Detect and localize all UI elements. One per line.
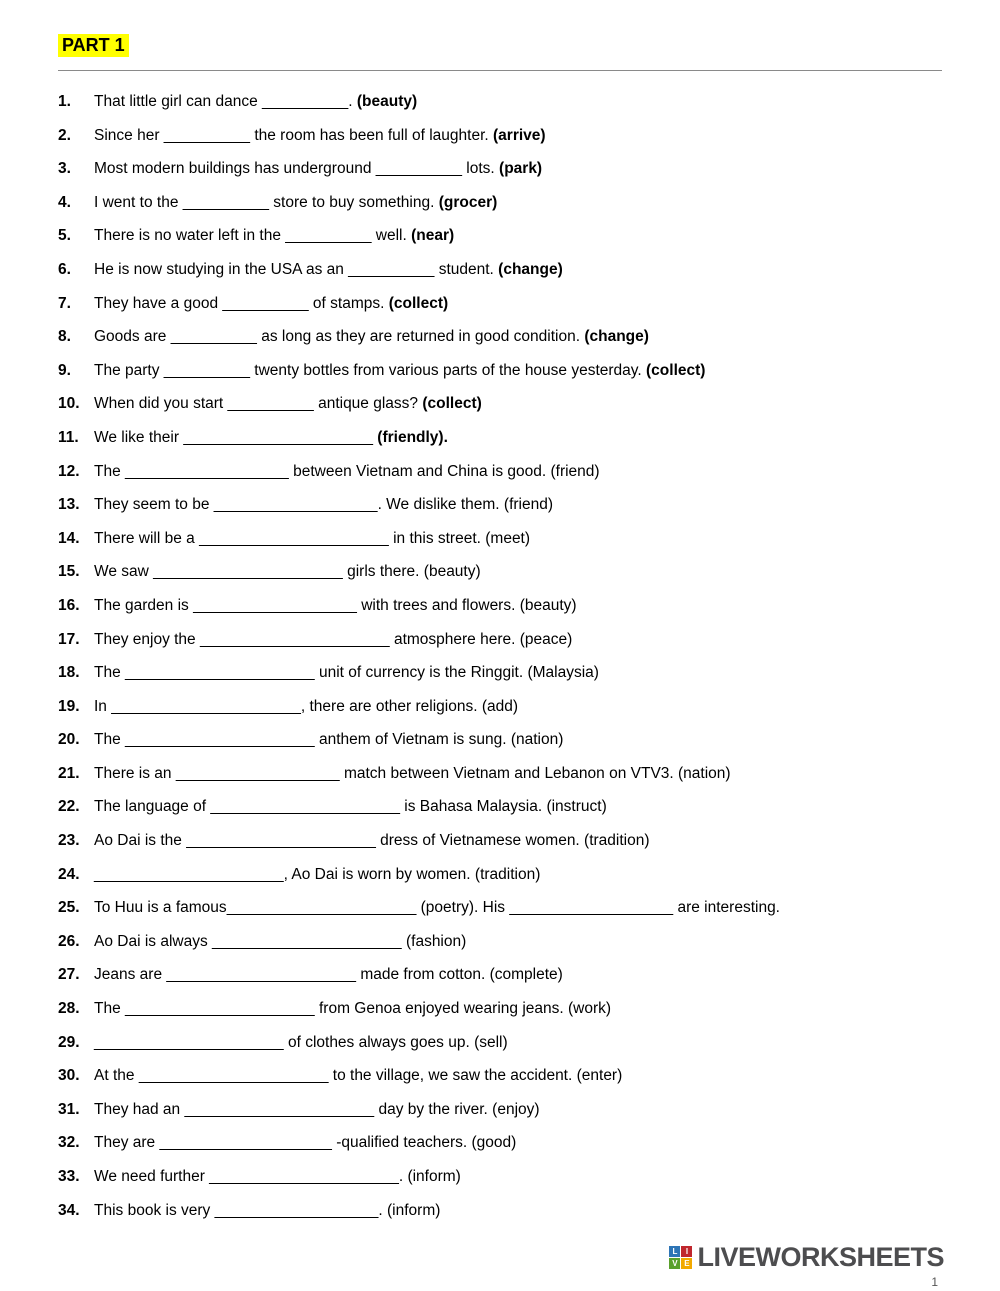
hint-text: (change) [584, 328, 649, 346]
answer-blank[interactable]: __________ [348, 260, 435, 278]
question-sentence [94, 630, 942, 649]
question-number: 15. [58, 563, 80, 581]
question-sentence [94, 999, 942, 1018]
sentence-text: girls there. (beauty) [342, 563, 481, 581]
sentence-text: Most modern buildings has underground [94, 160, 376, 178]
sentence-text: Ao Dai is always [94, 932, 213, 950]
hint-text: (change) [498, 260, 563, 278]
question-number: 13. [58, 496, 80, 514]
answer-blank[interactable]: __________ [227, 395, 314, 413]
question-number: 16. [58, 596, 80, 614]
question-row [58, 999, 942, 1018]
sentence-text: The language of [94, 798, 211, 816]
question-number: 29. [58, 1033, 80, 1051]
sentence-text: They enjoy the [94, 630, 200, 648]
question-row [58, 1100, 942, 1119]
answer-blank[interactable]: ______________________ [183, 428, 373, 446]
question-number: 18. [58, 664, 80, 682]
question-sentence [94, 898, 942, 917]
question-sentence [94, 1033, 942, 1052]
question-row [58, 126, 942, 145]
question-number: 11. [58, 428, 79, 446]
question-sentence [94, 394, 942, 413]
question-number: 26. [58, 932, 80, 950]
page-number: 1 [931, 1275, 938, 1289]
question-row [58, 797, 942, 816]
question-sentence [94, 764, 942, 783]
question-sentence [94, 1066, 942, 1085]
question-sentence [94, 562, 942, 581]
sentence-text: We like their [94, 428, 184, 446]
question-number: 12. [58, 462, 80, 480]
sentence-text: . [348, 93, 357, 110]
sentence-text: This book is very [94, 1201, 215, 1219]
sentence-text: to the village, we saw the accident. (enter) [328, 1067, 623, 1085]
sentence-text: is Bahasa Malaysia. (instruct) [400, 798, 607, 816]
answer-blank[interactable]: ____________________ [159, 1134, 332, 1152]
answer-blank[interactable]: ___________________ [193, 596, 357, 614]
question-row [58, 394, 942, 413]
question-number: 25. [58, 899, 80, 917]
sentence-text: -qualified teachers. (good) [331, 1134, 517, 1152]
sentence-text: They are [94, 1134, 160, 1152]
worksheet-header [58, 34, 942, 57]
logo-square-i: I [681, 1246, 692, 1257]
answer-blank[interactable]: ______________________ [153, 563, 343, 581]
answer-blank[interactable]: ______________________ [226, 899, 417, 917]
answer-blank[interactable]: ______________________ [125, 664, 315, 682]
question-number: 31. [58, 1100, 80, 1118]
sentence-text: The [94, 462, 126, 480]
sentence-text: from Genoa enjoyed wearing jeans. (work) [314, 1000, 612, 1018]
sentence-text: antique glass? [313, 395, 423, 413]
question-number: 14. [58, 529, 80, 547]
question-sentence [94, 797, 942, 816]
question-sentence [94, 1167, 942, 1186]
question-number: 6. [58, 260, 71, 278]
answer-blank[interactable]: ______________________ [210, 798, 400, 816]
sentence-text: (poetry). His [416, 899, 510, 917]
question-row [58, 730, 942, 749]
sentence-text: . (inform) [398, 1168, 461, 1185]
sentence-text: in this street. (meet) [388, 529, 531, 547]
answer-blank[interactable]: ______________________ [94, 865, 284, 883]
sentence-text: lots. [461, 160, 500, 178]
question-sentence [94, 697, 942, 716]
question-number: 4. [58, 193, 71, 211]
sentence-text: store to buy something. [268, 193, 439, 211]
question-sentence [94, 361, 942, 380]
sentence-text: At the [94, 1067, 139, 1085]
sentence-text: There will be a [94, 529, 200, 547]
sentence-text: the room has been full of laughter. [250, 126, 494, 144]
answer-blank[interactable]: __________ [222, 294, 309, 312]
sentence-text: anthem of Vietnam is sung. (nation) [314, 731, 564, 749]
question-sentence [94, 327, 942, 346]
sentence-text: They had an [94, 1100, 185, 1118]
answer-blank[interactable]: ______________________ [199, 529, 389, 547]
question-sentence [94, 126, 942, 145]
answer-blank[interactable]: __________ [375, 160, 462, 178]
answer-blank[interactable]: ___________________ [213, 496, 378, 514]
question-row [58, 596, 942, 615]
answer-blank[interactable]: __________ [170, 328, 257, 346]
hint-text: (collect) [646, 361, 706, 379]
sentence-text: The [94, 664, 126, 682]
question-sentence [94, 159, 942, 178]
question-number: 2. [58, 126, 71, 144]
answer-blank[interactable]: ______________________ [212, 932, 402, 950]
answer-blank[interactable]: ______________________ [166, 966, 357, 984]
question-row [58, 294, 942, 313]
question-sentence [94, 462, 942, 481]
question-sentence [94, 294, 942, 313]
logo-square-l: L [669, 1246, 680, 1257]
sentence-text: They have a good [94, 294, 223, 312]
answer-blank[interactable]: ___________________ [125, 462, 289, 480]
sentence-text: Goods are [94, 328, 171, 346]
sentence-text: twenty bottles from various parts of the house yesterday. [250, 361, 647, 379]
hint-text: (park) [499, 160, 543, 178]
question-row [58, 865, 942, 884]
answer-blank[interactable]: ______________________ [199, 630, 390, 648]
question-row [58, 361, 942, 380]
question-list [58, 92, 942, 1220]
question-number: 23. [58, 832, 80, 850]
sentence-text: dress of Vietnamese women. (tradition) [375, 832, 650, 850]
question-row [58, 630, 942, 649]
question-row [58, 226, 942, 245]
question-sentence [94, 663, 942, 682]
sentence-text: of stamps. [308, 294, 389, 312]
question-number: 20. [58, 731, 80, 749]
question-sentence [94, 1100, 942, 1119]
hint-text: (grocer) [438, 193, 498, 211]
question-number: 5. [58, 227, 71, 245]
question-row [58, 529, 942, 548]
sentence-text: He is now studying in the USA as an [94, 260, 349, 278]
part-title: PART 1 [58, 34, 129, 57]
hint-text: (collect) [388, 294, 449, 312]
answer-blank[interactable]: ______________________ [125, 1000, 315, 1018]
sentence-text: There is an [94, 764, 176, 782]
question-row [58, 831, 942, 850]
answer-blank[interactable]: ______________________ [125, 731, 315, 749]
question-sentence [94, 529, 942, 548]
sentence-text: To Huu is a famous [94, 899, 227, 917]
sentence-text: unit of currency is the Ringgit. (Malaysia) [314, 664, 599, 682]
sentence-text: There is no water left in the [94, 227, 286, 245]
brand-name: LIVEWORKSHEETS [697, 1242, 944, 1272]
question-row [58, 1201, 942, 1220]
sentence-text: The [94, 1000, 126, 1018]
question-row [58, 159, 942, 178]
question-number: 3. [58, 160, 71, 178]
question-number: 21. [58, 764, 80, 782]
logo-square-v: V [669, 1258, 680, 1269]
question-number: 34. [58, 1201, 80, 1219]
sentence-text: Since her [94, 126, 164, 144]
answer-blank[interactable]: ______________________ [209, 1168, 399, 1185]
sentence-text: atmosphere here. (peace) [389, 630, 573, 648]
question-row [58, 562, 942, 581]
sentence-text: as long as they are returned in good condition. [256, 328, 585, 346]
question-row [58, 327, 942, 346]
answer-blank[interactable]: ___________________ [175, 764, 340, 782]
sentence-text: made from cotton. (complete) [356, 966, 563, 984]
question-number: 27. [58, 966, 80, 984]
sentence-text: with trees and flowers. (beauty) [356, 596, 577, 614]
question-sentence [94, 965, 942, 984]
question-sentence [94, 1133, 942, 1152]
sentence-text: are interesting. [673, 899, 780, 917]
sentence-text: well. [371, 227, 412, 245]
question-number: 10. [58, 395, 80, 413]
question-number: 19. [58, 697, 80, 715]
question-number: 9. [58, 361, 71, 379]
sentence-text: day by the river. (enjoy) [374, 1100, 540, 1118]
question-sentence [94, 495, 942, 514]
answer-blank[interactable]: __________ [163, 361, 250, 379]
question-row [58, 193, 942, 212]
sentence-text: . We dislike them. (friend) [377, 496, 553, 514]
question-sentence [94, 92, 942, 111]
question-number: 30. [58, 1067, 80, 1085]
sentence-text: , Ao Dai is worn by women. (tradition) [283, 865, 541, 883]
hint-text: (beauty) [356, 93, 418, 110]
question-number: 8. [58, 328, 71, 346]
question-row [58, 428, 942, 447]
question-number: 32. [58, 1134, 80, 1152]
sentence-text: Jeans are [94, 966, 167, 984]
answer-blank[interactable]: ______________________ [111, 697, 301, 715]
question-row [58, 1133, 942, 1152]
question-number: 17. [58, 630, 80, 648]
answer-blank[interactable]: ______________________ [138, 1067, 329, 1085]
question-sentence [94, 1201, 942, 1220]
question-row [58, 260, 942, 279]
question-row [58, 965, 942, 984]
sentence-text: student. [434, 260, 499, 278]
question-row [58, 932, 942, 951]
question-number: 28. [58, 1000, 80, 1018]
sentence-text: When did you start [94, 395, 228, 413]
sentence-text: The garden is [94, 596, 194, 614]
hint-text: (collect) [422, 395, 482, 413]
question-sentence [94, 596, 942, 615]
answer-blank[interactable]: ______________________ [184, 1100, 375, 1118]
hint-text: (friendly). [377, 428, 448, 446]
question-sentence [94, 865, 942, 884]
question-sentence [94, 260, 942, 279]
question-sentence [94, 428, 942, 447]
answer-blank[interactable]: ______________________ [94, 1033, 284, 1051]
question-sentence [94, 226, 942, 245]
question-number: 33. [58, 1168, 80, 1185]
header-divider [58, 70, 942, 71]
sentence-text: The [94, 731, 126, 749]
sentence-text: The party [94, 361, 164, 379]
sentence-text: That little girl can dance [94, 93, 263, 110]
sentence-text: In [94, 697, 112, 715]
question-row [58, 495, 942, 514]
sentence-text: between Vietnam and China is good. (friend) [288, 462, 600, 480]
question-number: 24. [58, 865, 80, 883]
sentence-text: , there are other religions. (add) [300, 697, 519, 715]
logo-square-e: E [681, 1258, 692, 1269]
question-row [58, 1066, 942, 1085]
answer-blank[interactable]: ___________________ [214, 1201, 379, 1219]
sentence-text: We need further [94, 1168, 210, 1185]
answer-blank[interactable]: __________ [182, 193, 269, 211]
hint-text: (arrive) [493, 126, 546, 144]
question-row [58, 462, 942, 481]
question-sentence [94, 932, 942, 951]
sentence-text: They seem to be [94, 496, 214, 514]
answer-blank[interactable]: __________ [285, 227, 372, 245]
question-number: 7. [58, 294, 71, 312]
liveworksheets-logo-icon [669, 1246, 692, 1269]
question-row [58, 697, 942, 716]
question-number: 22. [58, 798, 80, 816]
answer-blank[interactable]: __________ [262, 93, 349, 110]
question-sentence [94, 831, 942, 850]
question-number: 1. [58, 93, 71, 110]
answer-blank[interactable]: ______________________ [186, 832, 376, 850]
sentence-text: Ao Dai is the [94, 832, 187, 850]
sentence-text: (fashion) [401, 932, 467, 950]
footer-branding [669, 1242, 944, 1273]
question-row [58, 663, 942, 682]
answer-blank[interactable]: __________ [163, 126, 251, 144]
question-sentence [94, 193, 942, 212]
question-row [58, 92, 942, 111]
sentence-text: I went to the [94, 193, 183, 211]
answer-blank[interactable]: ___________________ [509, 899, 674, 917]
sentence-text: match between Vietnam and Lebanon on VTV3. (nation) [339, 764, 731, 782]
question-sentence [94, 730, 942, 749]
sentence-text: . (inform) [378, 1201, 441, 1219]
question-row [58, 1167, 942, 1186]
hint-text: (near) [411, 227, 455, 245]
sentence-text: of clothes always goes up. (sell) [283, 1033, 508, 1051]
question-row [58, 1033, 942, 1052]
question-row [58, 898, 942, 917]
sentence-text: We saw [94, 563, 154, 581]
question-row [58, 764, 942, 783]
